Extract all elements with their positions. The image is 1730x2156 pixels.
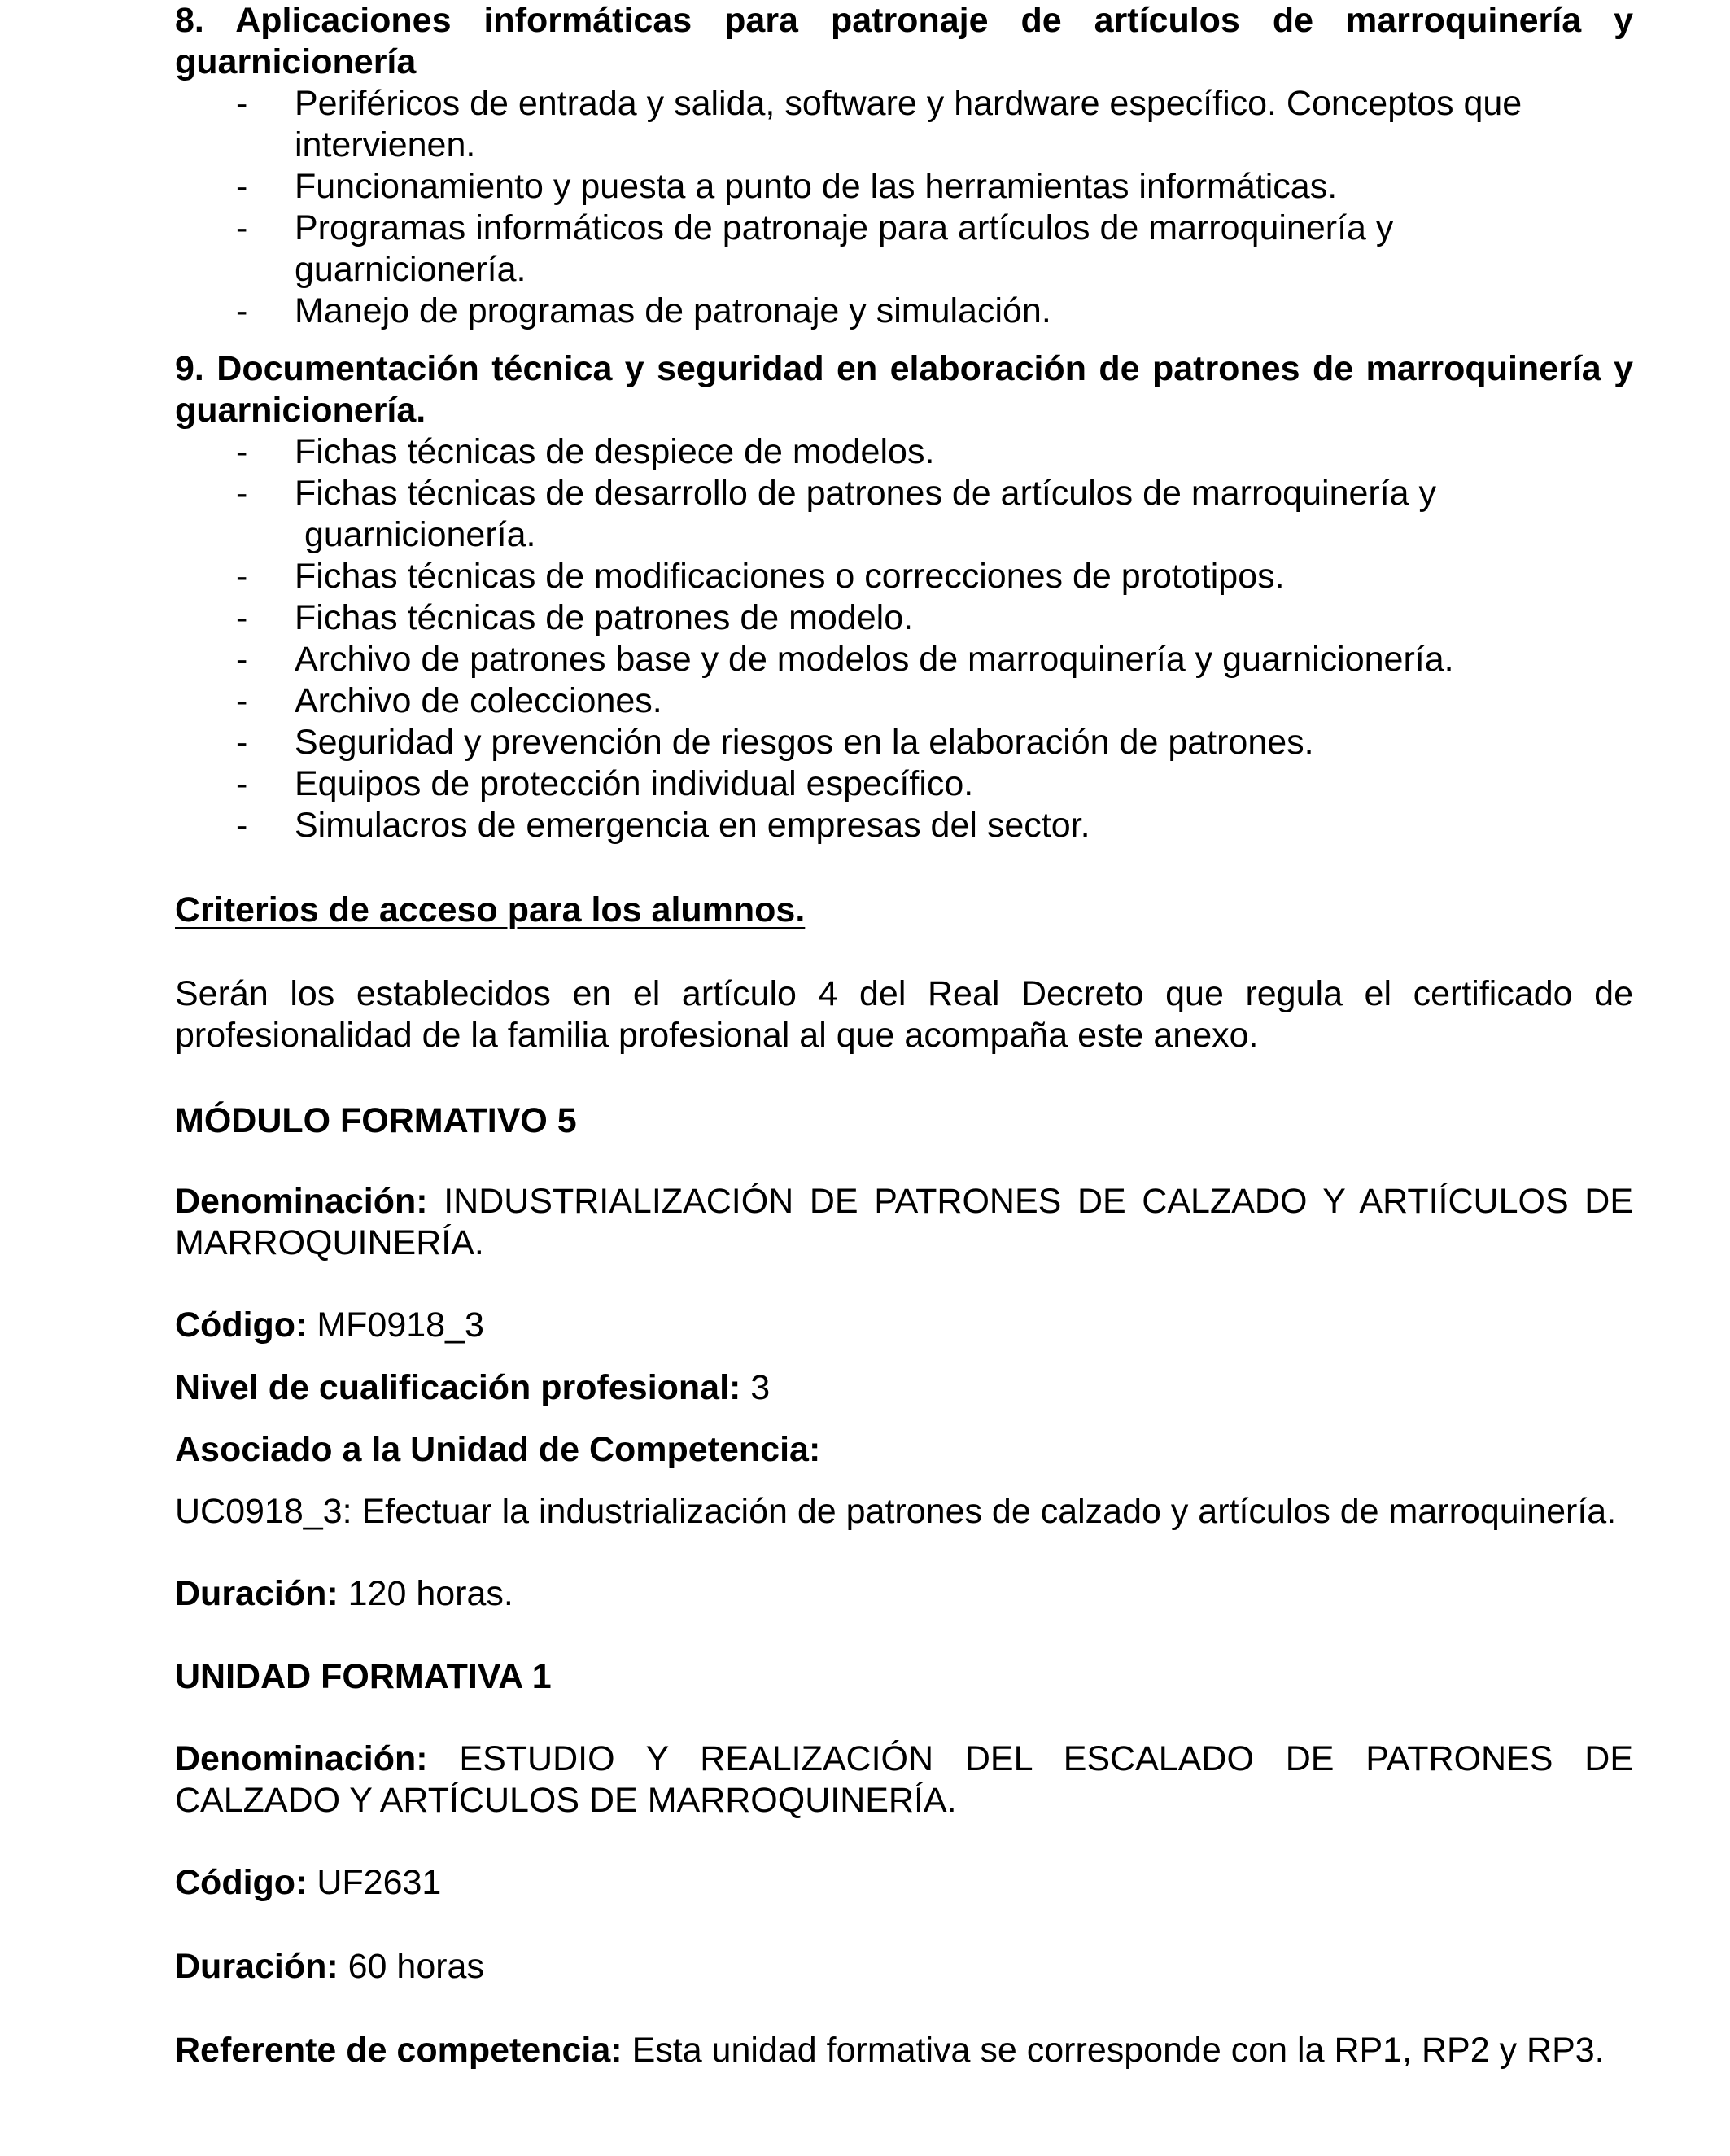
criterios-text: Serán los establecidos en el artículo 4 del Real Decreto que regula el certificado de profesionalidad de la familia profesional al que acompaña este anexo. xyxy=(175,974,1633,1055)
denominacion-value: INDUSTRIALIZACIÓN DE PATRONES DE CALZADO Y ARTIÍCULOS DE MARROQUINERÍA. xyxy=(175,1182,1633,1262)
list-item: - Manejo de programas de patronaje y simulación. xyxy=(175,291,1633,332)
modulo-nivel xyxy=(175,1367,1633,1409)
list-item: - Fichas técnicas de patrones de modelo. xyxy=(175,597,1633,639)
duracion-value: 120 horas. xyxy=(338,1574,513,1613)
list-item: - Fichas técnicas de modificaciones o correcciones de prototipos. xyxy=(175,556,1633,597)
list-item: - Fichas técnicas de despiece de modelos. xyxy=(175,431,1633,473)
section-8-heading: 8. Aplicaciones informáticas para patronaje de artículos de marroquinería y guarnicionería xyxy=(175,1,1633,81)
modulo-heading: MÓDULO FORMATIVO 5 xyxy=(175,1101,577,1140)
list-item: - Funcionamiento y puesta a punto de las herramientas informáticas. xyxy=(175,166,1633,208)
section-9-list xyxy=(175,431,1633,846)
modulo-codigo xyxy=(175,1305,1633,1346)
codigo-value: MF0918_3 xyxy=(307,1305,484,1345)
referente-value: Esta unidad formativa se corresponde con la RP1, RP2 y RP3. xyxy=(622,2031,1605,2070)
denominacion-label: Denominación: xyxy=(175,1182,428,1221)
modulo-denominacion xyxy=(175,1181,1633,1264)
nivel-value: 3 xyxy=(740,1368,771,1407)
duracion-label: Duración: xyxy=(175,1947,339,1986)
unidad-heading: UNIDAD FORMATIVA 1 xyxy=(175,1657,552,1696)
list-item: - Programas informáticos de patronaje para artículos de marroquinería y guarnicionería. xyxy=(175,208,1633,291)
list-item: - Archivo de patrones base y de modelos de marroquinería y guarnicionería. xyxy=(175,639,1633,680)
section-8-list xyxy=(175,83,1633,332)
unidad-referente xyxy=(175,2030,1633,2071)
list-item: - Equipos de protección individual específico. xyxy=(175,763,1633,805)
denominacion-value: ESTUDIO Y REALIZACIÓN DEL ESCALADO DE PATRONES DE CALZADO Y ARTÍCULOS DE MARROQUINERÍA. xyxy=(175,1739,1633,1820)
criterios-heading: Criterios de acceso para los alumnos. xyxy=(175,890,806,929)
codigo-label: Código: xyxy=(175,1863,308,1902)
nivel-label: Nivel de cualificación profesional: xyxy=(175,1368,741,1407)
duracion-value: 60 horas xyxy=(338,1947,484,1986)
list-item: - Archivo de colecciones. xyxy=(175,680,1633,722)
modulo-asociado-label: Asociado a la Unidad de Competencia: xyxy=(175,1430,821,1469)
list-item: - Simulacros de emergencia en empresas del sector. xyxy=(175,805,1633,846)
modulo-uc-text: UC0918_3: Efectuar la industrialización de patrones de calzado y artículos de marroquinería. xyxy=(175,1492,1617,1531)
list-item-line: Fichas técnicas de desarrollo de patrones de artículos de marroquinería y xyxy=(295,474,1437,513)
duracion-label: Duración: xyxy=(175,1574,339,1613)
section-9-heading: 9. Documentación técnica y seguridad en elaboración de patrones de marroquinería y guarnicionería. xyxy=(175,349,1633,430)
list-item: - Seguridad y prevención de riesgos en la elaboración de patrones. xyxy=(175,722,1633,763)
unidad-codigo xyxy=(175,1862,1633,1904)
document-body xyxy=(175,0,1633,2071)
denominacion-label: Denominación: xyxy=(175,1739,428,1778)
list-item-continuation: guarnicionería. xyxy=(304,515,536,554)
list-item: - Periféricos de entrada y salida, software y hardware específico. Conceptos que intervienen. xyxy=(175,83,1633,166)
referente-label: Referente de competencia: xyxy=(175,2031,623,2070)
unidad-denominacion xyxy=(175,1738,1633,1821)
codigo-value: UF2631 xyxy=(307,1863,442,1902)
modulo-duracion xyxy=(175,1573,1633,1615)
unidad-duracion xyxy=(175,1946,1633,1988)
list-item xyxy=(175,473,1633,556)
codigo-label: Código: xyxy=(175,1305,308,1345)
